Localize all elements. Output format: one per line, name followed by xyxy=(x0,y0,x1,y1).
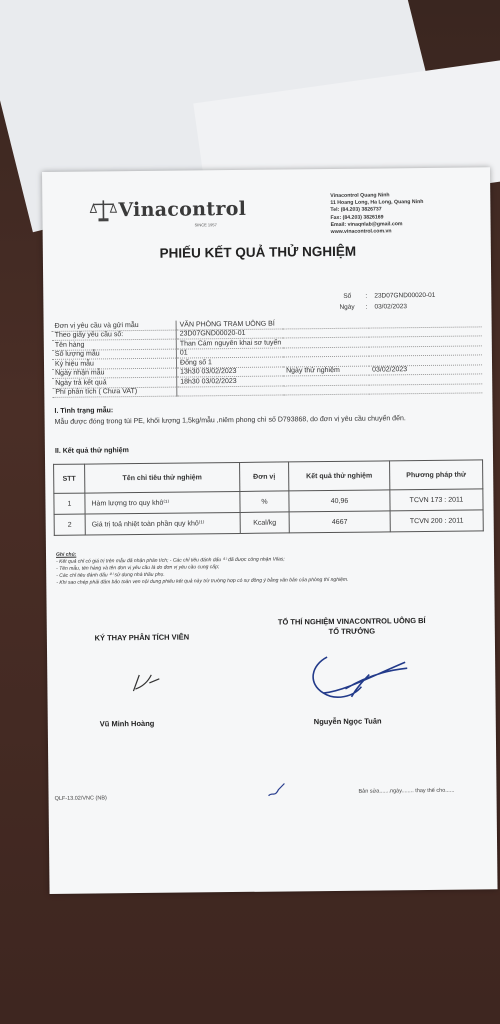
table-row xyxy=(54,510,483,535)
contact-fax: Fax: (84.203) 3826169 xyxy=(330,214,384,221)
col-header-unit: Đơn vị xyxy=(240,462,289,492)
right-signer-title-2: TỔ TRƯỞNG xyxy=(328,626,376,637)
contact-email: Email: vinaqnlab@gmail.com xyxy=(330,221,403,228)
goods-label: Tên hàng xyxy=(52,339,177,350)
scales-logo-icon xyxy=(90,198,116,222)
contact-company: Vinacontrol Quang Ninh xyxy=(330,192,390,199)
row-unit: Kcal/kg xyxy=(240,512,289,534)
fee-value xyxy=(177,383,483,396)
contact-website: www.vinacontrol.com.vn xyxy=(330,228,392,235)
row-result: 40,96 xyxy=(289,490,390,512)
notes-block xyxy=(56,547,486,587)
col-header-method: Phương pháp thử xyxy=(390,460,483,490)
initial-mark xyxy=(264,781,288,799)
sample-status-title: I. Tình trạng mẫu: xyxy=(54,407,114,415)
edition-note: Bản sửa.......ngày........ thay thế cho...... xyxy=(358,787,455,795)
number-label: Số xyxy=(343,292,352,300)
number-colon: : xyxy=(365,292,368,300)
return-value: 18h30 03/02/2023 xyxy=(177,374,483,387)
date-value: 03/02/2023 xyxy=(374,303,408,311)
col-header-name: Tên chỉ tiêu thử nghiệm xyxy=(85,462,240,493)
requester-value: VĂN PHÒNG TRẠM UÔNG BÍ xyxy=(176,317,482,329)
results-table xyxy=(53,459,484,535)
document-title: PHIẾU KẾT QUẢ THỬ NGHIỆM xyxy=(159,243,357,261)
left-signer-title: KÝ THAY PHÂN TÍCH VIÊN xyxy=(94,632,190,643)
test-date-value: 03/02/2023 xyxy=(369,364,482,375)
note-line: - Khi sao chép phải đảm bảo toàn vẹn nội dung phiếu kết quả này trừ trường hợp có sự đồng ý bằng văn bản của phòng thí nghiệm. xyxy=(56,576,349,586)
test-date-label: Ngày thử nghiệm xyxy=(283,366,369,376)
note-line: - Kết quả chỉ có giá trị trên mẫu đã nhận phân tích; - Các chỉ tiêu đánh dấu ⁽¹⁾ đã được công nhận Vilas; xyxy=(56,556,285,565)
request-ref-label: Theo giấy yêu cầu số: xyxy=(52,330,177,341)
mark-value: Đống số 1 xyxy=(176,355,482,368)
col-header-result: Kết quả thử nghiệm xyxy=(289,461,390,491)
left-handwritten-signature xyxy=(125,661,165,697)
row-stt: 2 xyxy=(54,514,85,535)
row-unit: % xyxy=(240,491,289,513)
right-signer-title-1: TỔ THÍ NGHIỆM VINACONTROL UÔNG BÍ xyxy=(277,616,426,627)
row-method: TCVN 200 : 2011 xyxy=(390,510,483,532)
sample-info-table xyxy=(52,317,483,397)
right-signer-name: Nguyễn Ngọc Tuân xyxy=(313,716,382,727)
return-label: Ngày trả kết quả xyxy=(52,377,177,388)
requester-label: Đơn vị yêu cầu và gửi mẫu xyxy=(52,321,177,331)
row-name: Giá trị toả nhiệt toàn phần quy khô⁽¹⁾ xyxy=(85,512,240,535)
received-label: Ngày nhận mẫu xyxy=(52,368,177,379)
col-header-stt: STT xyxy=(54,464,85,493)
results-header-row xyxy=(54,460,483,493)
test-result-document xyxy=(42,167,498,894)
date-label: Ngày xyxy=(339,303,355,311)
goods-value: Than Cám nguyên khai sơ tuyển xyxy=(176,336,482,349)
logo-since-text: SINCE 1957 xyxy=(194,222,217,228)
row-result: 4667 xyxy=(289,511,390,533)
contact-address: 11 Hoang Long, Ha Long, Quang Ninh xyxy=(330,199,424,207)
request-ref-value: 23D07GND00020-01 xyxy=(176,326,482,339)
number-value: 23D07GND00020-01 xyxy=(374,291,436,300)
mark-label: Ký hiệu mẫu xyxy=(52,358,177,369)
qty-label: Số lượng mẫu xyxy=(52,349,177,360)
row-method: TCVN 173 : 2011 xyxy=(390,489,483,511)
received-value: 13h30 03/02/2023 xyxy=(177,366,284,377)
form-code: QLF-13.02/VNC (NB) xyxy=(54,795,107,802)
results-title: II. Kết quả thử nghiệm xyxy=(54,447,129,455)
company-logo-text: Vinacontrol xyxy=(118,197,247,222)
notes-head: Ghi chú: xyxy=(55,551,77,558)
row-stt: 1 xyxy=(54,493,85,514)
fee-label: Phí phân tích ( Chưa VAT) xyxy=(52,387,177,398)
sample-status-text: Mẫu được đóng trong túi PE, khối lượng 1,5kg/mẫu ,niêm phong chì số D793868, do đơn vị yêu cầu chuyển đến. xyxy=(54,415,406,426)
left-signer-name: Vũ Minh Hoàng xyxy=(99,718,155,729)
note-line: - Các chỉ tiêu đánh dấu ⁽²⁾ sử dụng nhà thầu phụ. xyxy=(56,571,165,579)
contact-block xyxy=(330,192,424,236)
qty-value: 01 xyxy=(176,345,482,358)
right-handwritten-signature xyxy=(305,646,416,717)
row-name: Hàm lượng tro quy khô⁽¹⁾ xyxy=(85,491,240,514)
date-colon: : xyxy=(365,303,368,311)
note-line: - Tên mẫu, tên hàng và tên đơn vị yêu cầu là do đơn vị yêu cầu cung cấp; xyxy=(56,564,220,572)
contact-tel: Tel: (84.203) 3826737 xyxy=(330,206,382,214)
